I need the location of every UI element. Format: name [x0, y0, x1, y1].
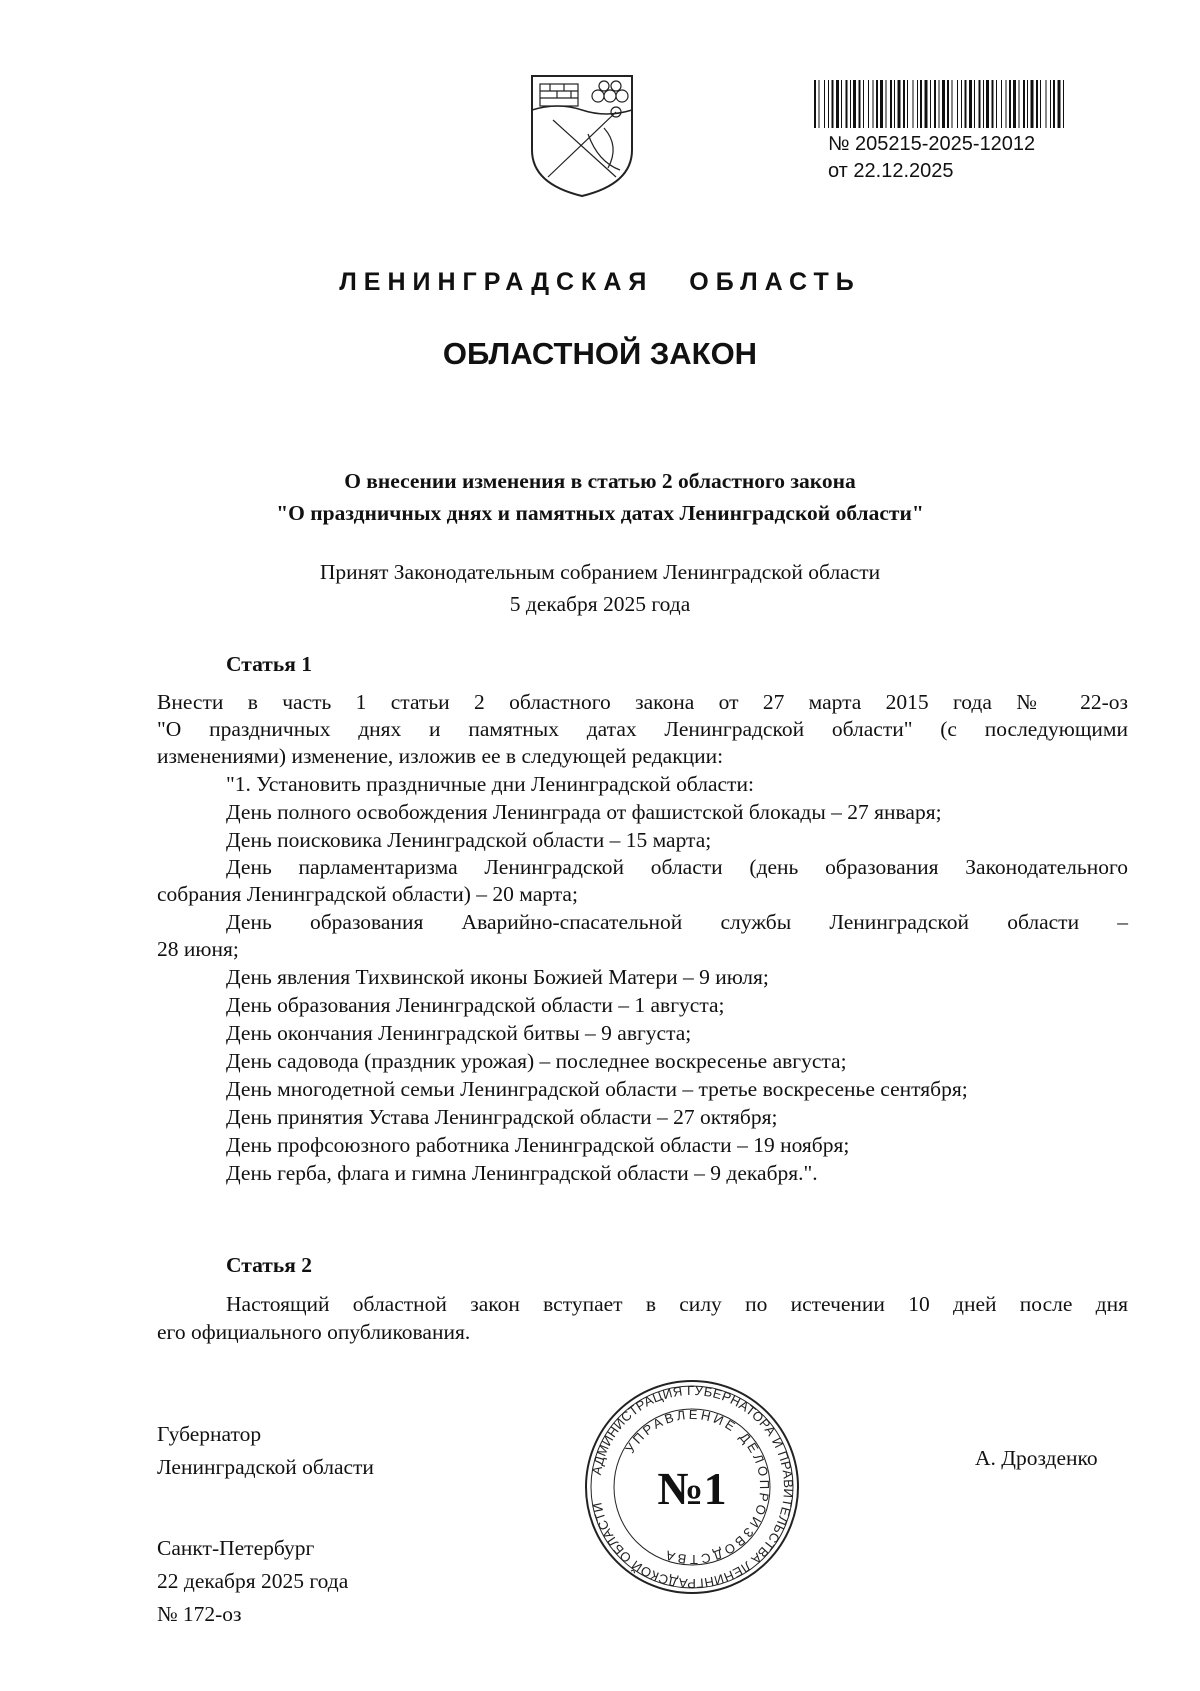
- holiday-item: День образования Ленинградской области – 1 августа;: [226, 993, 725, 1017]
- registration-number: № 205215-2025-12012: [828, 133, 1036, 155]
- holiday-item: День явления Тихвинской иконы Божией Матери – 9 июля;: [226, 965, 769, 989]
- article-1-line: "1. Установить праздничные дни Ленинградской области:: [226, 772, 754, 796]
- stamp-inner-text: УПРАВЛЕНИЕ ДЕЛОПРОИЗВОДСТВА: [622, 1406, 773, 1568]
- stamp-number: №1: [657, 1463, 727, 1514]
- signer-title: [157, 1418, 374, 1484]
- holiday-item: День садовода (праздник урожая) – последнее воскресенье августа;: [226, 1049, 847, 1073]
- holiday-item: День парламентаризма Ленинградской области (день образования Законодательного: [226, 855, 1128, 879]
- coat-of-arms-emblem: [528, 72, 636, 200]
- signer-name: А. Дрозденко: [975, 1446, 1098, 1470]
- barcode: [812, 80, 1070, 128]
- holiday-item: День герба, флага и гимна Ленинградской области – 9 декабря.".: [226, 1161, 818, 1185]
- article-2-line: Настоящий областной закон вступает в силу по истечении 10 дней после дня: [226, 1292, 1128, 1316]
- article-1-line: изменениями) изменение, изложив ее в следующей редакции:: [157, 744, 724, 768]
- holiday-item: День полного освобождения Ленинграда от фашистской блокады – 27 января;: [226, 800, 942, 824]
- signing-date: 22 декабря 2025 года: [157, 1569, 349, 1593]
- article-1-heading: Статья 1: [226, 652, 312, 676]
- law-number: № 172-оз: [157, 1602, 242, 1626]
- holiday-item: 28 июня;: [157, 937, 239, 961]
- holiday-item: День многодетной семьи Ленинградской области – третье воскресенье сентября;: [226, 1077, 968, 1101]
- law-title: [150, 465, 1050, 529]
- signer-position: Губернатор: [157, 1422, 262, 1446]
- holiday-item: День поисковика Ленинградской области – 15 марта;: [226, 828, 712, 852]
- registration-date: от 22.12.2025: [828, 160, 954, 182]
- article-2-heading: Статья 2: [226, 1253, 312, 1277]
- holiday-item: День окончания Ленинградской битвы – 9 августа;: [226, 1021, 692, 1045]
- stamp-outer-text: АДМИНИСТРАЦИЯ ГУБЕРНАТОРА И ПРАВИТЕЛЬСТВА ЛЕНИНГРАДСКОЙ ОБЛАСТИ: [588, 1382, 797, 1592]
- signing-city: Санкт-Петербург: [157, 1536, 315, 1560]
- official-round-stamp: [583, 1378, 801, 1596]
- article-1-line: Внести в часть 1 статьи 2 областного закона от 27 марта 2015 года № 22-оз: [157, 690, 1128, 714]
- adoption-note: [150, 556, 1050, 620]
- signer-region: Ленинградской области: [157, 1455, 374, 1479]
- adoption-line: Принят Законодательным собранием Ленинградской области: [319, 560, 881, 584]
- region-title: ЛЕНИНГРАДСКАЯ ОБЛАСТЬ: [339, 268, 861, 296]
- article-2-line: его официального опубликования.: [157, 1320, 471, 1344]
- holiday-item: День принятия Устава Ленинградской области – 27 октября;: [226, 1105, 778, 1129]
- holiday-item: День образования Аварийно-спасательной службы Ленинградской области –: [226, 910, 1128, 934]
- adoption-date: 5 декабря 2025 года: [509, 592, 691, 616]
- law-title-line: О внесении изменения в статью 2 областного закона: [344, 469, 856, 493]
- document-type-heading: ОБЛАСТНОЙ ЗАКОН: [442, 336, 758, 371]
- holiday-item: День профсоюзного работника Ленинградской области – 19 ноября;: [226, 1133, 850, 1157]
- holiday-item: собрания Ленинградской области) – 20 марта;: [157, 882, 578, 906]
- article-1-line: "О праздничных днях и памятных датах Ленинградской области" (с последующими: [157, 717, 1128, 741]
- law-title-line: "О праздничных днях и памятных датах Ленинградской области": [276, 501, 924, 525]
- place-date-number: [157, 1532, 348, 1631]
